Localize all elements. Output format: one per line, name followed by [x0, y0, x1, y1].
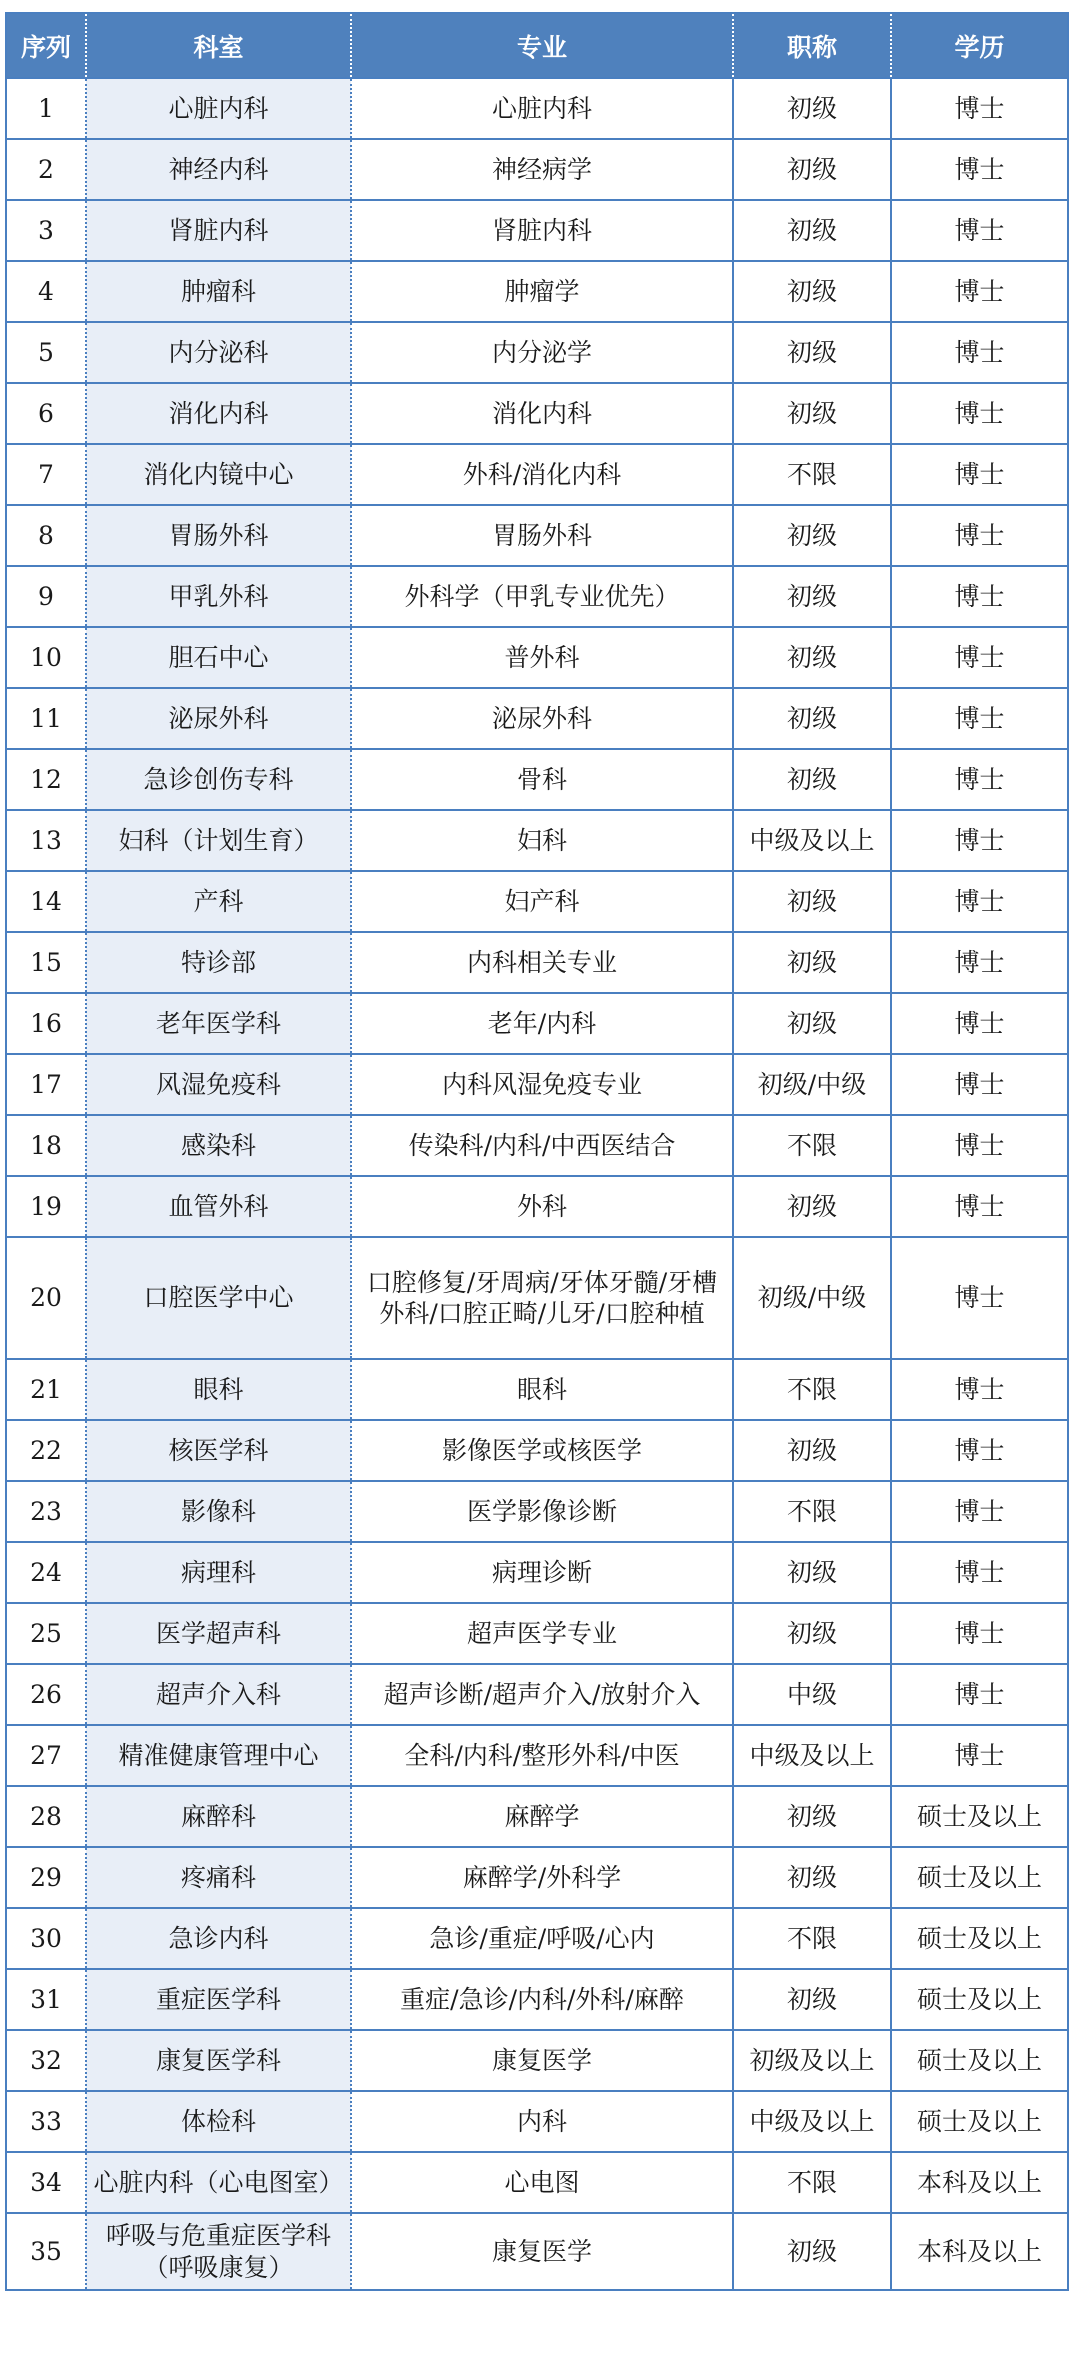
- cell-department: 急诊创伤专科: [86, 749, 351, 810]
- cell-index: 1: [6, 78, 86, 139]
- table-row: [6, 1481, 1068, 1542]
- table-row: [6, 2091, 1068, 2152]
- cell-title: 中级及以上: [733, 810, 891, 871]
- cell-major: 外科: [351, 1176, 733, 1237]
- cell-department: 重症医学科: [86, 1969, 351, 2030]
- cell-education: 博士: [891, 1359, 1068, 1420]
- cell-department: 心脏内科: [86, 78, 351, 139]
- cell-education: 博士: [891, 1420, 1068, 1481]
- cell-index: 28: [6, 1786, 86, 1847]
- table-row: [6, 200, 1068, 261]
- cell-major: 康复医学: [351, 2030, 733, 2091]
- cell-education: 博士: [891, 810, 1068, 871]
- cell-title: 初级: [733, 1969, 891, 2030]
- table-row: [6, 2152, 1068, 2213]
- cell-title: 初级: [733, 322, 891, 383]
- cell-title: 初级: [733, 1420, 891, 1481]
- cell-title: 不限: [733, 1359, 891, 1420]
- cell-title: 初级: [733, 627, 891, 688]
- cell-education: 硕士及以上: [891, 1786, 1068, 1847]
- cell-department: 胆石中心: [86, 627, 351, 688]
- cell-index: 20: [6, 1237, 86, 1359]
- cell-major: 眼科: [351, 1359, 733, 1420]
- cell-title: 初级/中级: [733, 1054, 891, 1115]
- cell-title: 中级及以上: [733, 1725, 891, 1786]
- cell-education: 硕士及以上: [891, 2030, 1068, 2091]
- cell-education: 博士: [891, 1725, 1068, 1786]
- cell-index: 17: [6, 1054, 86, 1115]
- table-row: [6, 505, 1068, 566]
- cell-title: 初级/中级: [733, 1237, 891, 1359]
- cell-department: 疼痛科: [86, 1847, 351, 1908]
- cell-index: 25: [6, 1603, 86, 1664]
- cell-education: 博士: [891, 200, 1068, 261]
- cell-major: 妇产科: [351, 871, 733, 932]
- cell-major: 外科学（甲乳专业优先）: [351, 566, 733, 627]
- cell-major: 胃肠外科: [351, 505, 733, 566]
- cell-index: 21: [6, 1359, 86, 1420]
- cell-department: 血管外科: [86, 1176, 351, 1237]
- table-row: [6, 1115, 1068, 1176]
- cell-title: 不限: [733, 444, 891, 505]
- cell-education: 博士: [891, 1542, 1068, 1603]
- table-row: [6, 688, 1068, 749]
- cell-index: 34: [6, 2152, 86, 2213]
- cell-education: 硕士及以上: [891, 1908, 1068, 1969]
- cell-education: 博士: [891, 871, 1068, 932]
- cell-major: 麻醉学/外科学: [351, 1847, 733, 1908]
- cell-index: 16: [6, 993, 86, 1054]
- cell-major: 全科/内科/整形外科/中医: [351, 1725, 733, 1786]
- cell-title: 初级: [733, 1603, 891, 1664]
- cell-index: 4: [6, 261, 86, 322]
- cell-department: 胃肠外科: [86, 505, 351, 566]
- cell-title: 初级: [733, 1847, 891, 1908]
- cell-department: 肿瘤科: [86, 261, 351, 322]
- cell-department: 麻醉科: [86, 1786, 351, 1847]
- cell-department: 眼科: [86, 1359, 351, 1420]
- cell-department: 产科: [86, 871, 351, 932]
- cell-index: 7: [6, 444, 86, 505]
- cell-index: 19: [6, 1176, 86, 1237]
- cell-major: 内科相关专业: [351, 932, 733, 993]
- cell-title: 初级: [733, 566, 891, 627]
- table-body: [6, 78, 1068, 2290]
- cell-major: 心脏内科: [351, 78, 733, 139]
- cell-index: 10: [6, 627, 86, 688]
- cell-title: 初级: [733, 2213, 891, 2290]
- cell-department: 医学超声科: [86, 1603, 351, 1664]
- cell-department: 风湿免疫科: [86, 1054, 351, 1115]
- cell-index: 31: [6, 1969, 86, 2030]
- cell-index: 6: [6, 383, 86, 444]
- cell-department: 老年医学科: [86, 993, 351, 1054]
- cell-title: 初级: [733, 505, 891, 566]
- cell-major: 影像医学或核医学: [351, 1420, 733, 1481]
- cell-department: 呼吸与危重症医学科（呼吸康复）: [86, 2213, 351, 2290]
- cell-department: 超声介入科: [86, 1664, 351, 1725]
- table-row: [6, 139, 1068, 200]
- cell-title: 初级: [733, 139, 891, 200]
- cell-major: 心电图: [351, 2152, 733, 2213]
- cell-title: 初级: [733, 1176, 891, 1237]
- cell-department: 核医学科: [86, 1420, 351, 1481]
- table-row: [6, 2213, 1068, 2290]
- cell-department: 感染科: [86, 1115, 351, 1176]
- cell-index: 5: [6, 322, 86, 383]
- cell-index: 3: [6, 200, 86, 261]
- cell-title: 中级: [733, 1664, 891, 1725]
- cell-index: 11: [6, 688, 86, 749]
- cell-major: 急诊/重症/呼吸/心内: [351, 1908, 733, 1969]
- cell-department: 心脏内科（心电图室）: [86, 2152, 351, 2213]
- cell-major: 内科: [351, 2091, 733, 2152]
- table-row: [6, 627, 1068, 688]
- cell-title: 初级: [733, 932, 891, 993]
- cell-education: 博士: [891, 993, 1068, 1054]
- cell-major: 老年/内科: [351, 993, 733, 1054]
- header-education: 学历: [891, 13, 1068, 78]
- cell-department: 口腔医学中心: [86, 1237, 351, 1359]
- table-row: [6, 1786, 1068, 1847]
- table-row: [6, 1542, 1068, 1603]
- cell-major: 普外科: [351, 627, 733, 688]
- cell-major: 妇科: [351, 810, 733, 871]
- cell-index: 24: [6, 1542, 86, 1603]
- header-title: 职称: [733, 13, 891, 78]
- cell-title: 初级: [733, 78, 891, 139]
- cell-index: 13: [6, 810, 86, 871]
- cell-index: 35: [6, 2213, 86, 2290]
- cell-education: 本科及以上: [891, 2213, 1068, 2290]
- cell-major: 肾脏内科: [351, 200, 733, 261]
- table-header: [6, 13, 1068, 78]
- cell-department: 消化内镜中心: [86, 444, 351, 505]
- cell-major: 病理诊断: [351, 1542, 733, 1603]
- table-row: [6, 383, 1068, 444]
- cell-education: 博士: [891, 78, 1068, 139]
- cell-index: 33: [6, 2091, 86, 2152]
- cell-index: 22: [6, 1420, 86, 1481]
- cell-department: 特诊部: [86, 932, 351, 993]
- cell-major: 内科风湿免疫专业: [351, 1054, 733, 1115]
- header-row: [6, 13, 1068, 78]
- cell-index: 12: [6, 749, 86, 810]
- cell-title: 不限: [733, 1115, 891, 1176]
- table-row: [6, 2030, 1068, 2091]
- table-row: [6, 871, 1068, 932]
- table-row: [6, 78, 1068, 139]
- header-index: 序列: [6, 13, 86, 78]
- cell-index: 27: [6, 1725, 86, 1786]
- cell-title: 初级: [733, 261, 891, 322]
- cell-index: 8: [6, 505, 86, 566]
- cell-education: 博士: [891, 139, 1068, 200]
- table-row: [6, 1176, 1068, 1237]
- cell-index: 9: [6, 566, 86, 627]
- table-row: [6, 1420, 1068, 1481]
- cell-education: 博士: [891, 627, 1068, 688]
- cell-major: 麻醉学: [351, 1786, 733, 1847]
- cell-title: 不限: [733, 1908, 891, 1969]
- header-department: 科室: [86, 13, 351, 78]
- cell-department: 急诊内科: [86, 1908, 351, 1969]
- cell-major: 外科/消化内科: [351, 444, 733, 505]
- cell-index: 29: [6, 1847, 86, 1908]
- cell-major: 肿瘤学: [351, 261, 733, 322]
- header-major: 专业: [351, 13, 733, 78]
- cell-education: 博士: [891, 1054, 1068, 1115]
- cell-education: 博士: [891, 383, 1068, 444]
- cell-department: 病理科: [86, 1542, 351, 1603]
- cell-education: 博士: [891, 932, 1068, 993]
- cell-department: 妇科（计划生育）: [86, 810, 351, 871]
- recruitment-table: [5, 12, 1069, 2291]
- cell-index: 30: [6, 1908, 86, 1969]
- cell-education: 本科及以上: [891, 2152, 1068, 2213]
- table-row: [6, 322, 1068, 383]
- cell-education: 博士: [891, 688, 1068, 749]
- cell-department: 体检科: [86, 2091, 351, 2152]
- cell-index: 26: [6, 1664, 86, 1725]
- cell-education: 博士: [891, 1603, 1068, 1664]
- table-row: [6, 1847, 1068, 1908]
- cell-title: 初级及以上: [733, 2030, 891, 2091]
- cell-title: 初级: [733, 688, 891, 749]
- cell-department: 消化内科: [86, 383, 351, 444]
- cell-major: 医学影像诊断: [351, 1481, 733, 1542]
- cell-title: 初级: [733, 1542, 891, 1603]
- cell-education: 硕士及以上: [891, 1847, 1068, 1908]
- cell-education: 博士: [891, 566, 1068, 627]
- cell-major: 骨科: [351, 749, 733, 810]
- cell-department: 康复医学科: [86, 2030, 351, 2091]
- table-row: [6, 810, 1068, 871]
- cell-title: 初级: [733, 749, 891, 810]
- cell-education: 博士: [891, 1481, 1068, 1542]
- cell-department: 甲乳外科: [86, 566, 351, 627]
- cell-department: 泌尿外科: [86, 688, 351, 749]
- cell-major: 内分泌学: [351, 322, 733, 383]
- cell-title: 初级: [733, 1786, 891, 1847]
- cell-index: 14: [6, 871, 86, 932]
- table-row: [6, 1908, 1068, 1969]
- cell-title: 初级: [733, 993, 891, 1054]
- table-row: [6, 932, 1068, 993]
- cell-education: 博士: [891, 261, 1068, 322]
- cell-index: 18: [6, 1115, 86, 1176]
- cell-major: 康复医学: [351, 2213, 733, 2290]
- cell-major: 重症/急诊/内科/外科/麻醉: [351, 1969, 733, 2030]
- cell-education: 博士: [891, 505, 1068, 566]
- cell-major: 超声医学专业: [351, 1603, 733, 1664]
- cell-index: 2: [6, 139, 86, 200]
- cell-title: 不限: [733, 2152, 891, 2213]
- table-row: [6, 1359, 1068, 1420]
- cell-education: 博士: [891, 1115, 1068, 1176]
- cell-education: 博士: [891, 322, 1068, 383]
- table-row: [6, 993, 1068, 1054]
- cell-department: 神经内科: [86, 139, 351, 200]
- cell-title: 初级: [733, 200, 891, 261]
- table-row: [6, 444, 1068, 505]
- table-row: [6, 261, 1068, 322]
- table-row: [6, 1603, 1068, 1664]
- cell-title: 中级及以上: [733, 2091, 891, 2152]
- cell-department: 内分泌科: [86, 322, 351, 383]
- cell-major: 消化内科: [351, 383, 733, 444]
- cell-department: 影像科: [86, 1481, 351, 1542]
- cell-index: 23: [6, 1481, 86, 1542]
- cell-major: 神经病学: [351, 139, 733, 200]
- table-row: [6, 1054, 1068, 1115]
- cell-education: 硕士及以上: [891, 1969, 1068, 2030]
- cell-education: 博士: [891, 1664, 1068, 1725]
- table-row: [6, 566, 1068, 627]
- recruitment-table-container: [0, 12, 1080, 2291]
- table-row: [6, 1237, 1068, 1359]
- cell-major: 口腔修复/牙周病/牙体牙髓/牙槽外科/口腔正畸/儿牙/口腔种植: [351, 1237, 733, 1359]
- table-row: [6, 1969, 1068, 2030]
- cell-department: 肾脏内科: [86, 200, 351, 261]
- cell-title: 不限: [733, 1481, 891, 1542]
- cell-title: 初级: [733, 383, 891, 444]
- cell-major: 超声诊断/超声介入/放射介入: [351, 1664, 733, 1725]
- cell-department: 精准健康管理中心: [86, 1725, 351, 1786]
- table-row: [6, 1664, 1068, 1725]
- cell-index: 15: [6, 932, 86, 993]
- cell-major: 泌尿外科: [351, 688, 733, 749]
- cell-title: 初级: [733, 871, 891, 932]
- cell-education: 博士: [891, 1176, 1068, 1237]
- cell-education: 博士: [891, 444, 1068, 505]
- cell-education: 博士: [891, 1237, 1068, 1359]
- table-row: [6, 1725, 1068, 1786]
- cell-major: 传染科/内科/中西医结合: [351, 1115, 733, 1176]
- cell-education: 博士: [891, 749, 1068, 810]
- table-row: [6, 749, 1068, 810]
- cell-index: 32: [6, 2030, 86, 2091]
- cell-education: 硕士及以上: [891, 2091, 1068, 2152]
